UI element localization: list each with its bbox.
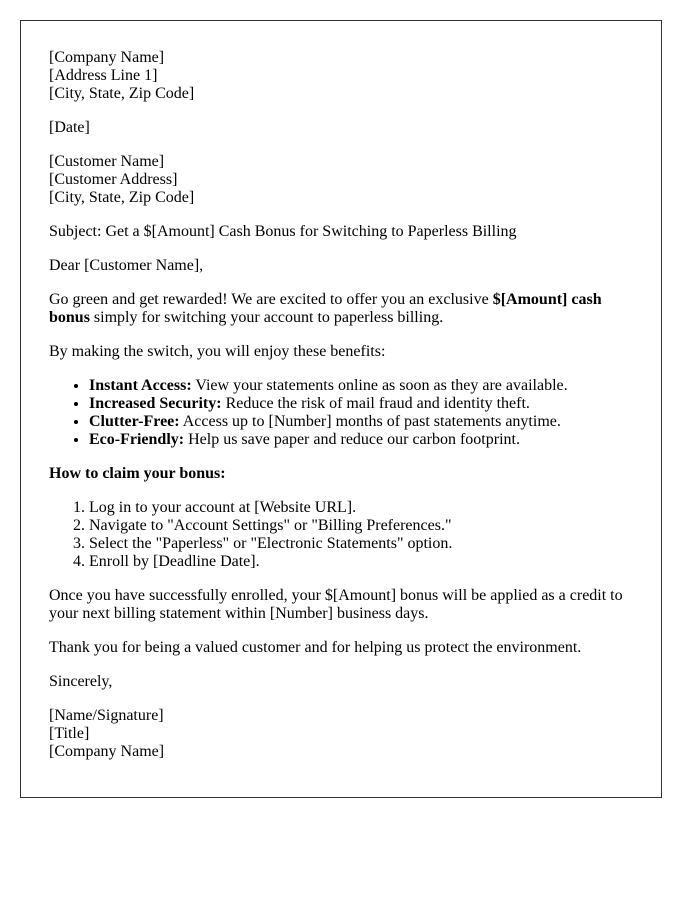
step-item: 1. Log in to your account at [Website URL]. <box>89 499 633 517</box>
intro-paragraph <box>49 291 633 327</box>
benefit-title: Clutter-Free: <box>89 413 180 430</box>
letter-date: [Date] <box>49 119 90 136</box>
bonus-highlight: $[Amount] cash bonus <box>49 291 602 326</box>
sender-company: [Company Name] <box>49 49 165 66</box>
sender-address-line: [Address Line 1] <box>49 67 158 84</box>
intro-text-end: simply for switching your account to paperless billing. <box>89 309 444 326</box>
recipient-city: [City, State, Zip Code] <box>49 189 195 206</box>
sender-address <box>49 49 633 103</box>
recipient-name: [Customer Name] <box>49 153 165 170</box>
benefit-title: Eco-Friendly: <box>89 431 185 448</box>
credit-note: Once you have successfully enrolled, your $[Amount] bonus will be applied as a credit to your next billing statement within [Number] business days. <box>49 587 623 622</box>
benefit-item <box>89 377 633 395</box>
claim-heading <box>49 465 633 483</box>
benefit-text: View your statements online as soon as they are available. <box>191 377 568 394</box>
sender-city: [City, State, Zip Code] <box>49 85 195 102</box>
recipient-address-line: [Customer Address] <box>49 171 178 188</box>
benefit-text: Access up to [Number] months of past statements anytime. <box>179 413 561 430</box>
benefit-item <box>89 431 633 449</box>
benefit-title: Increased Security: <box>89 395 222 412</box>
claim-heading-text: How to claim your bonus: <box>49 465 226 482</box>
claim-steps <box>49 499 633 571</box>
step-item: 4. Enroll by [Deadline Date]. <box>89 553 633 571</box>
letter <box>20 20 662 798</box>
signature-company: [Company Name] <box>49 743 165 760</box>
closing: Sincerely, <box>49 673 113 690</box>
signature-block <box>49 707 633 761</box>
benefit-item <box>89 413 633 431</box>
signature-name: [Name/Signature] <box>49 707 164 724</box>
step-item: 3. Select the "Paperless" or "Electronic Statements" option. <box>89 535 633 553</box>
salutation: Dear [Customer Name], <box>49 257 204 274</box>
recipient-address <box>49 153 633 207</box>
thanks-paragraph: Thank you for being a valued customer and for helping us protect the environment. <box>49 639 582 656</box>
benefit-item <box>89 395 633 413</box>
subject-line: Subject: Get a $[Amount] Cash Bonus for Switching to Paperless Billing <box>49 223 517 240</box>
signature-title: [Title] <box>49 725 90 742</box>
benefit-text: Reduce the risk of mail fraud and identity theft. <box>221 395 530 412</box>
benefits-list <box>49 377 633 449</box>
benefit-text: Help us save paper and reduce our carbon footprint. <box>184 431 520 448</box>
intro-text: Go green and get rewarded! We are excited to offer you an exclusive <box>49 291 493 308</box>
benefit-title: Instant Access: <box>89 377 192 394</box>
benefits-intro: By making the switch, you will enjoy these benefits: <box>49 343 386 360</box>
step-item: 2. Navigate to "Account Settings" or "Billing Preferences." <box>89 517 633 535</box>
